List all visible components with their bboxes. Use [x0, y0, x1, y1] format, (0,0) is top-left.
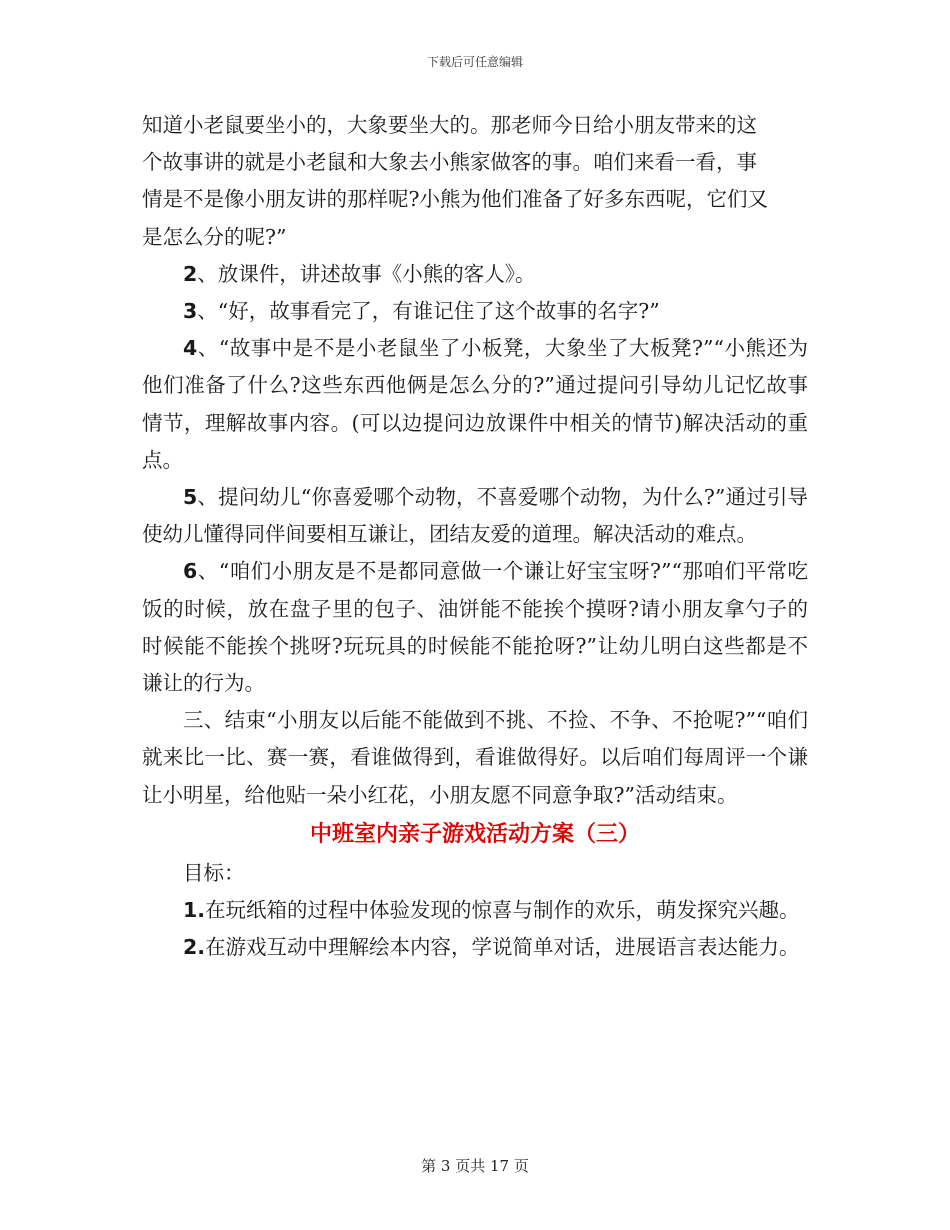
- paragraph-step-6: [142, 553, 808, 702]
- paragraph-step-4: [142, 330, 808, 479]
- paragraph-step-5: [142, 479, 808, 553]
- step-text: 、“好，故事看完了，有谁记住了这个故事的名字?”: [197, 299, 660, 324]
- goal-item-1: [142, 892, 808, 929]
- step-number: 4: [183, 336, 198, 361]
- page-header: 下载后可任意编辑: [426, 55, 523, 69]
- paragraph-step-2: [142, 256, 808, 293]
- step-text: 、“咱们小朋友是不是都同意做一个谦让好宝宝呀?”“那咱们平常吃饭的时候，放在盘子里的包子、油饼能不能挨个摸呀?请小朋友拿勺子的时候能不能挨个挑呀?玩玩具的时候能不能抢呀?”让幼儿明白这些都是不谦让的行为。: [142, 559, 808, 696]
- paragraph-conclusion: [142, 702, 808, 814]
- paragraph-line: 知道小老鼠要坐小的，大象要坐大的。那老师今日给小朋友带来的这: [142, 113, 757, 137]
- page-footer: 第 3 页共 17 页: [421, 1157, 529, 1175]
- paragraph-line: 个故事讲的就是小老鼠和大象去小熊家做客的事。咱们来看一看，事: [142, 150, 757, 175]
- goal-number: 1.: [183, 898, 206, 923]
- step-text: 、“故事中是不是小老鼠坐了小板凳，大象坐了大板凳?”“小熊还为他们准备了什么?这些东西他俩是怎么分的?”通过提问引导幼儿记忆故事情节，理解故事内容。(可以边提问边放课件中相关的情节)解决活动的重点。: [142, 336, 808, 472]
- step-number: 3: [183, 299, 198, 324]
- paragraph-line: 是怎么分的呢?”: [142, 224, 287, 249]
- goal-item-2: [142, 929, 808, 966]
- paragraph-line: 情是不是像小朋友讲的那样呢?小熊为他们准备了好多东西呢，它们又: [142, 187, 768, 212]
- paragraph-step-3: [142, 293, 808, 330]
- step-text: 、提问幼儿“你喜爱哪个动物，不喜爱哪个动物，为什么?”通过引导使幼儿懂得同伴间要相互谦让，团结友爱的道理。解决活动的难点。: [142, 485, 808, 547]
- step-number: 2: [183, 261, 198, 286]
- conclusion-text: 三、结束“小朋友以后能不能做到不挑、不捡、不争、不抢呢?”“咱们就来比一比、赛一赛，看谁做得到，看谁做得好。以后咱们每周评一个谦让小明星，给他贴一朵小红花，小朋友愿不同意争取?”活动结束。: [142, 708, 808, 807]
- goal-number: 2.: [183, 935, 206, 960]
- step-number: 5: [183, 485, 198, 510]
- step-number: 6: [183, 559, 198, 584]
- goal-text: 在游戏互动中理解绘本内容，学说简单对话，进展语言表达能力。: [205, 935, 800, 960]
- document-body: [142, 107, 808, 967]
- goal-label: 目标：: [183, 861, 245, 886]
- step-text: 、放课件，讲述故事《小熊的客人》。: [197, 261, 536, 286]
- paragraph-intro: [142, 107, 808, 256]
- section-title: 中班室内亲子游戏活动方案（三）: [309, 821, 640, 847]
- goal-text: 在玩纸箱的过程中体验发现的惊喜与制作的欢乐，萌发探究兴趣。: [205, 898, 800, 923]
